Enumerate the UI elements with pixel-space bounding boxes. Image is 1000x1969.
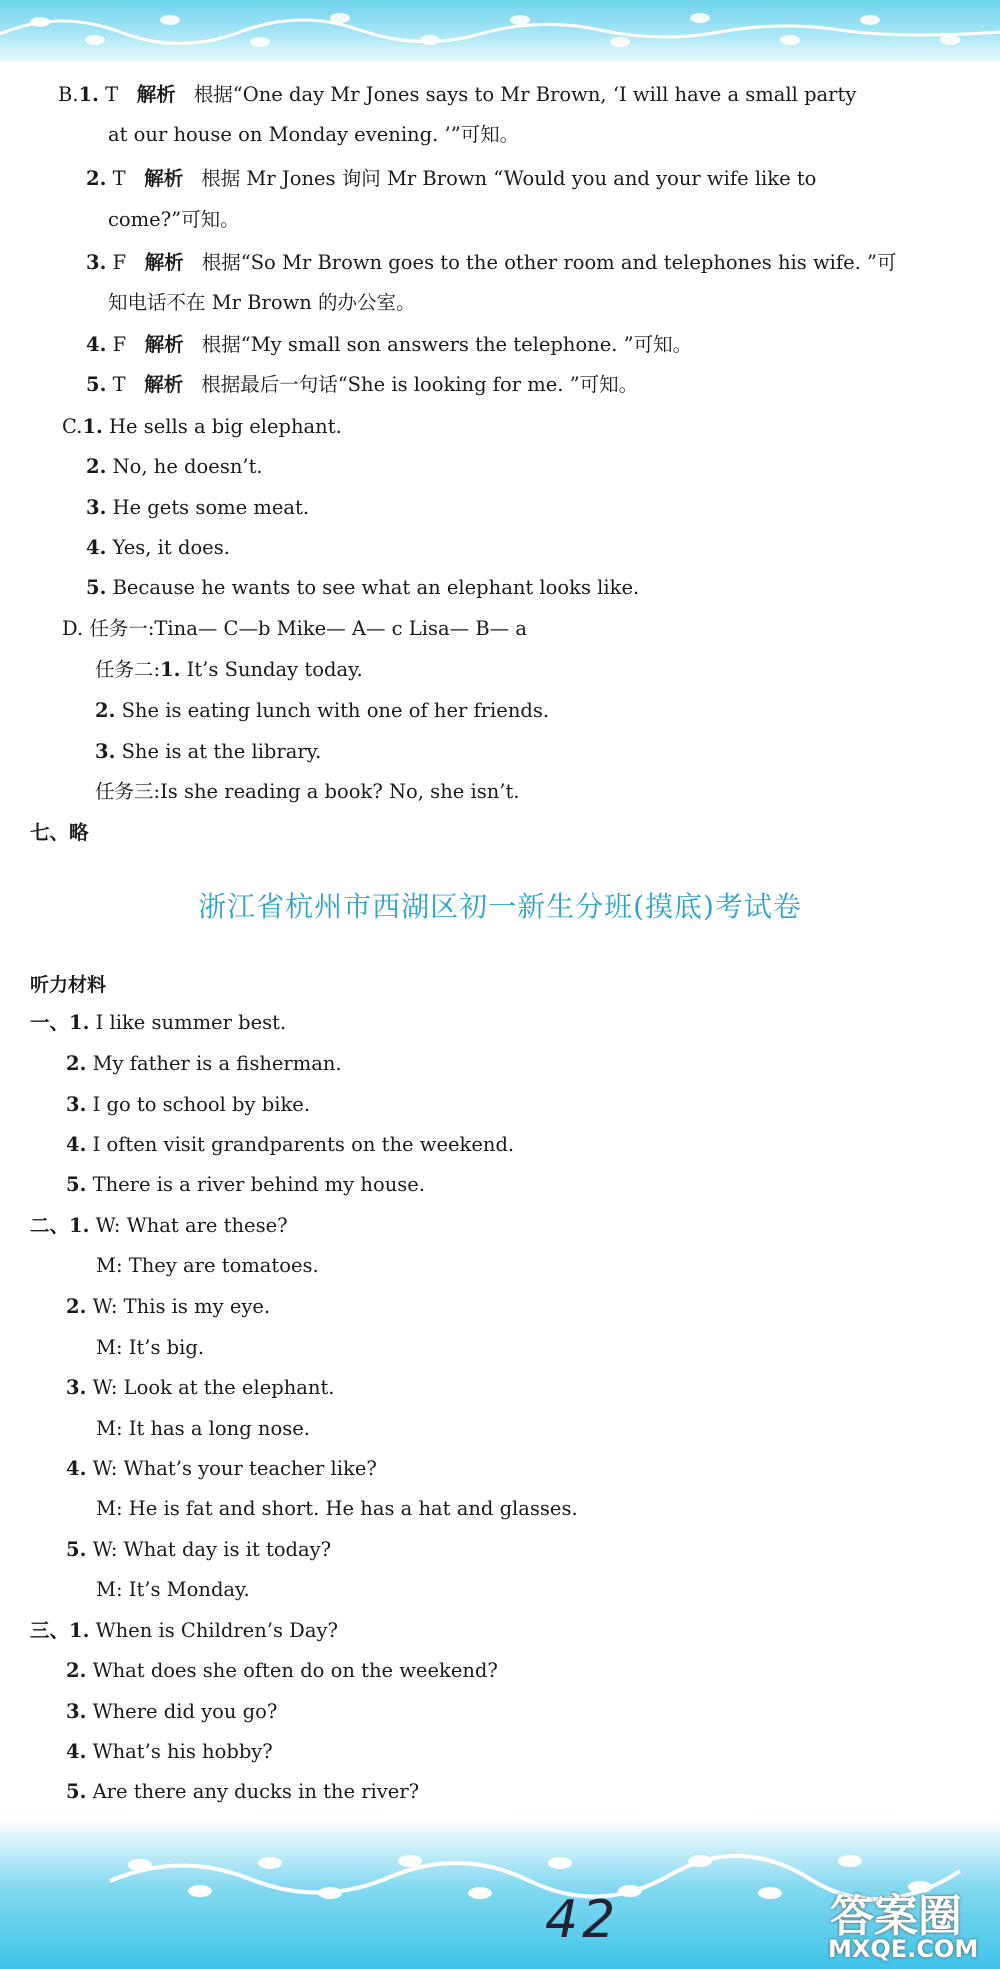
part1-item-1 [30, 1008, 286, 1038]
watermark-logo-text: 答案圈 [830, 1891, 962, 1942]
analysis-tag: 解析 [144, 373, 184, 396]
analysis-tag: 解析 [136, 83, 176, 106]
question: Are there any ducks in the river? [92, 1780, 420, 1803]
part2-item-3-w [66, 1373, 335, 1403]
item-number: 4. [66, 1133, 87, 1156]
sec-c-item-2 [86, 452, 263, 482]
answer: T [112, 167, 126, 190]
item-number: 2. [66, 1295, 87, 1318]
part2-item-5-w [66, 1535, 331, 1565]
part3-label: 三、 [30, 1619, 70, 1642]
part2-item-4-m: M: He is fat and short. He has a hat and glasses. [96, 1497, 578, 1520]
top-vine-ornament [0, 4, 1000, 54]
item-number: 1. [160, 658, 181, 681]
sec-c-item-5 [86, 573, 639, 603]
sec-c-item-4 [86, 533, 230, 563]
analysis-tag: 解析 [144, 167, 184, 190]
part2-item-3-m: M: It has a long nose. [96, 1417, 310, 1440]
task2-label: 任务二: [95, 658, 161, 681]
answer-text: She is eating lunch with one of her friends. [121, 699, 550, 722]
part3-item-3 [66, 1697, 277, 1727]
part2-item-5-m: M: It’s Monday. [96, 1578, 250, 1601]
sec-d-task3: 任务三:Is she reading a book? No, she isn’t. [95, 780, 520, 803]
question: When is Children’s Day? [95, 1619, 338, 1642]
item-number: 4. [86, 333, 107, 356]
item-number: 3. [66, 1093, 87, 1116]
part2-item-4-w [66, 1454, 377, 1484]
part3-item-1 [30, 1616, 338, 1646]
part3-item-5 [66, 1777, 419, 1807]
item-number: 2. [86, 455, 107, 478]
part2-label: 二、 [30, 1214, 70, 1237]
analysis-text: 根据 Mr Jones 询问 Mr Brown “Would you and your wife like to [201, 167, 817, 190]
section-seven: 七、略 [30, 821, 89, 844]
page-number: 42 [545, 1890, 620, 1950]
question: Where did you go? [92, 1700, 278, 1723]
watermark-url: MXQE.COM [828, 1935, 979, 1963]
sec-b-label: B. [58, 83, 79, 106]
item-number: 5. [66, 1780, 87, 1803]
part2-item-1-w [30, 1211, 288, 1241]
item-number: 1. [78, 83, 99, 106]
exam-title: 浙江省杭州市西湖区初一新生分班(摸底)考试卷 [198, 890, 802, 923]
sec-c-label: C. [62, 415, 83, 438]
woman-line: W: What day is it today? [92, 1538, 332, 1561]
woman-line: W: This is my eye. [92, 1295, 271, 1318]
part1-item-4 [66, 1130, 514, 1160]
listening-heading: 听力材料 [30, 974, 107, 996]
sec-d-label: D. [62, 617, 84, 640]
item-number: 1. [82, 415, 103, 438]
analysis-text: 根据“So Mr Brown goes to the other room and telephones his wife. ”可 [201, 251, 897, 274]
item-number: 3. [66, 1376, 87, 1399]
question: What’s his hobby? [92, 1740, 273, 1763]
answer-text: It’s Sunday today. [186, 658, 363, 681]
sec-d-task1 [62, 614, 527, 644]
sec-d-task2-item-2 [95, 696, 549, 726]
sentence: There is a river behind my house. [92, 1173, 425, 1196]
answer-text: He gets some meat. [112, 496, 310, 519]
part2-item-2-w [66, 1292, 270, 1322]
sentence: My father is a fisherman. [92, 1052, 342, 1075]
item-number: 5. [86, 373, 107, 396]
part2-item-2-m: M: It’s big. [96, 1336, 205, 1359]
item-number: 3. [95, 740, 116, 763]
answer-text: He sells a big elephant. [109, 415, 342, 438]
answer-text: She is at the library. [121, 740, 322, 763]
sec-b-item-1-line1 [58, 80, 856, 110]
top-decorative-band [0, 0, 1000, 62]
sentence: I go to school by bike. [92, 1093, 311, 1116]
sec-b-item-1-line2: at our house on Monday evening. ’”可知。 [108, 123, 520, 146]
answer: F [112, 333, 127, 356]
part3-item-4 [66, 1737, 273, 1767]
woman-line: W: What’s your teacher like? [92, 1457, 377, 1480]
analysis-tag: 解析 [144, 251, 184, 274]
question: What does she often do on the weekend? [92, 1659, 498, 1682]
sec-d-task2-item-3 [95, 737, 321, 767]
sec-b-item-3-line1 [86, 248, 897, 278]
sec-b-item-4 [86, 330, 692, 360]
item-number: 3. [86, 251, 107, 274]
item-number: 5. [66, 1173, 87, 1196]
woman-line: W: Look at the elephant. [92, 1376, 335, 1399]
analysis-tag: 解析 [144, 333, 184, 356]
task1-text: 任务一:Tina— C—b Mike— A— c Lisa— B— a [89, 617, 527, 640]
sec-b-item-5 [86, 370, 638, 400]
item-number: 2. [95, 699, 116, 722]
part1-item-3 [66, 1090, 310, 1120]
sec-c-item-1 [62, 412, 342, 442]
sentence: I like summer best. [95, 1011, 287, 1034]
sec-b-item-2-line1 [86, 164, 816, 194]
answer: T [105, 83, 119, 106]
analysis-text: 根据最后一句话“She is looking for me. ”可知。 [201, 373, 639, 396]
item-number: 4. [66, 1457, 87, 1480]
part3-item-2 [66, 1656, 498, 1686]
item-number: 5. [66, 1538, 87, 1561]
part2-item-1-m: M: They are tomatoes. [96, 1254, 319, 1277]
item-number: 5. [86, 576, 107, 599]
answer: T [112, 373, 126, 396]
item-number: 2. [66, 1052, 87, 1075]
sec-b-item-2-line2: come?”可知。 [108, 208, 240, 231]
answer: F [112, 251, 127, 274]
item-number: 2. [66, 1659, 87, 1682]
sec-c-item-3 [86, 493, 309, 523]
sec-d-task2-item-1 [95, 655, 363, 685]
answer-text: Because he wants to see what an elephant looks like. [112, 576, 640, 599]
answer-text: Yes, it does. [112, 536, 230, 559]
sentence: I often visit grandparents on the weekend. [92, 1133, 515, 1156]
item-number: 1. [69, 1214, 90, 1237]
item-number: 4. [86, 536, 107, 559]
item-number: 3. [66, 1700, 87, 1723]
sec-b-item-3-line2: 知电话不在 Mr Brown 的办公室。 [108, 291, 416, 314]
item-number: 4. [66, 1740, 87, 1763]
part1-label: 一、 [30, 1011, 70, 1034]
woman-line: W: What are these? [95, 1214, 288, 1237]
item-number: 1. [69, 1619, 90, 1642]
analysis-text: 根据“One day Mr Jones says to Mr Brown, ‘I will have a small party [193, 83, 857, 106]
analysis-text: 根据“My small son answers the telephone. ”可知。 [201, 333, 693, 356]
part1-item-2 [66, 1049, 342, 1079]
item-number: 3. [86, 496, 107, 519]
part1-item-5 [66, 1170, 425, 1200]
answer-text: No, he doesn’t. [112, 455, 263, 478]
item-number: 2. [86, 167, 107, 190]
item-number: 1. [69, 1011, 90, 1034]
